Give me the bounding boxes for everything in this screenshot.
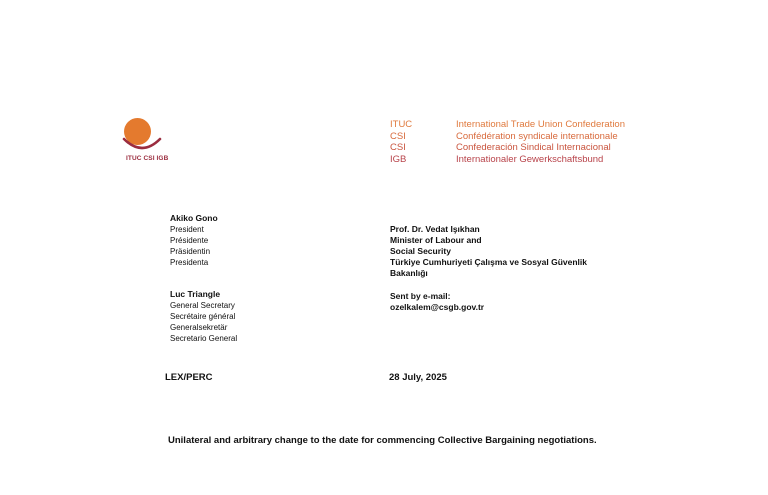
org-abbr: IGB (390, 153, 407, 165)
org-abbr: CSI (390, 142, 406, 154)
letter-date: 28 July, 2025 (389, 372, 447, 383)
letter-subject: Unilateral and arbitrary change to the date for commencing Collective Bargaining negotiations. (168, 435, 597, 446)
ituc-logo (122, 117, 169, 167)
officer-title: Secrétaire général (170, 312, 236, 321)
officer-president (170, 213, 237, 268)
officer-title: General Secretary (170, 301, 235, 310)
logo-text: ITUC CSI IGB (126, 155, 169, 162)
org-abbr: ITUC (390, 119, 413, 130)
recipient-line: Social Security (390, 246, 451, 256)
officer-general-secretary (170, 289, 237, 344)
officers-list (170, 213, 237, 344)
logo-smile-arc-icon (122, 127, 162, 153)
organization-names (390, 119, 625, 165)
org-name: Confédération syndicale internationale (456, 130, 618, 142)
recipient-email: ozelkalem@csgb.gov.tr (390, 302, 485, 312)
org-abbr: CSI (390, 130, 406, 142)
org-name: Confederación Sindical Internacional (456, 142, 611, 154)
officer-title: President (170, 225, 204, 234)
sent-by-label: Sent by e-mail: (390, 291, 451, 301)
recipient-line: Minister of Labour and (390, 235, 482, 245)
recipient-line: Prof. Dr. Vedat Işıkhan (390, 224, 480, 234)
recipient-line: Türkiye Cumhuriyeti Çalışma ve Sosyal Güvenlik (390, 257, 587, 267)
officer-name: Luc Triangle (170, 289, 221, 299)
org-row-csi-fr (390, 131, 625, 143)
org-row-igb (390, 154, 625, 166)
officer-name: Akiko Gono (170, 213, 218, 223)
officer-title: Generalsekretär (170, 323, 228, 332)
org-row-csi-es (390, 142, 625, 154)
reference-code: LEX/PERC (165, 372, 213, 383)
org-name: International Trade Union Confederation (456, 119, 626, 130)
recipient-address (390, 224, 587, 313)
org-row-ituc (390, 119, 625, 131)
officer-title: Secretario General (170, 334, 238, 343)
officer-title: Presidenta (170, 258, 209, 267)
officer-title: Präsidentin (170, 247, 211, 256)
org-name: Internationaler Gewerkschaftsbund (456, 153, 604, 165)
officer-title: Présidente (170, 236, 209, 245)
recipient-line: Bakanlığı (390, 268, 428, 278)
